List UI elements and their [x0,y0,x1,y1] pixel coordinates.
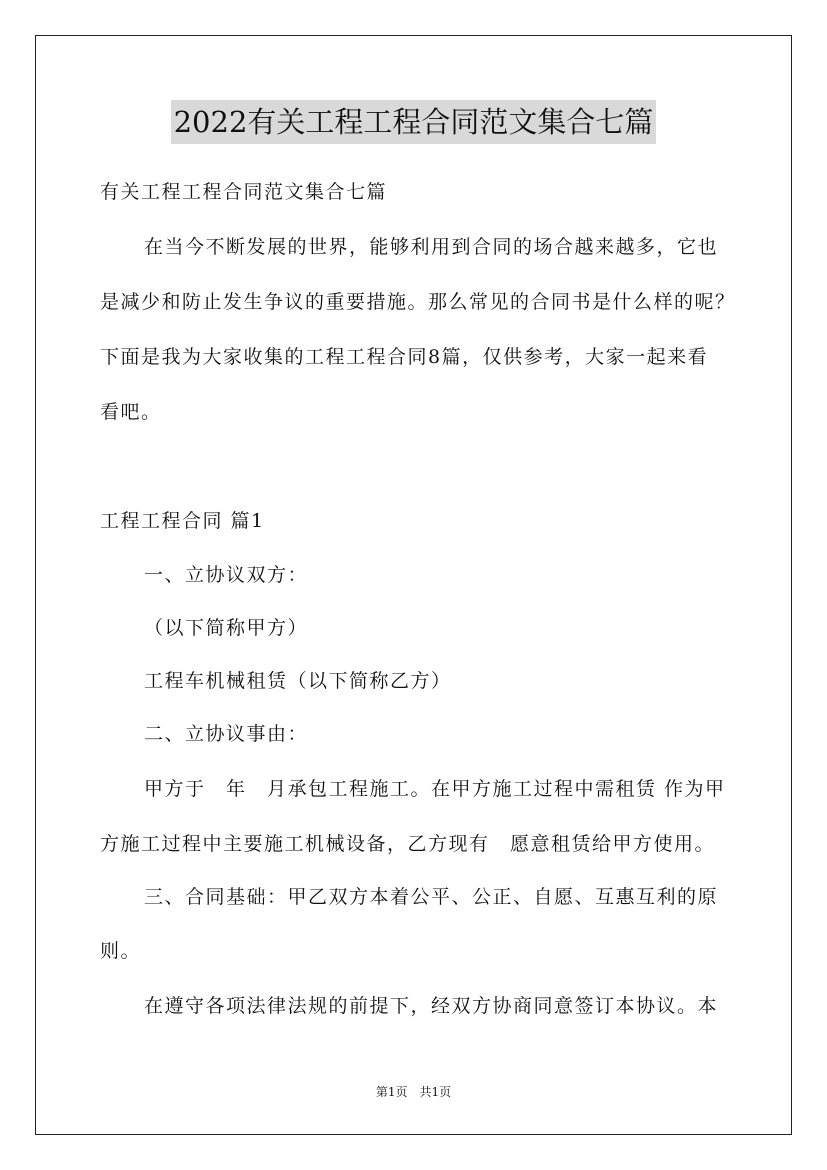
document-title: 2022有关工程工程合同范文集合七篇 [171,100,657,144]
agreement-line: 在遵守各项法律法规的前提下，经双方协商同意签订本协议。本 [144,995,719,1017]
clause-2-heading: 二、立协议事由： [144,723,309,745]
intro-line-1: 在当今不断发展的世界，能够利用到合同的场合越来越多，它也 [144,236,719,258]
clause-2-body-1: 甲方于 年 月承包工程施工。在甲方施工过程中需租赁 作为甲 [144,778,726,800]
party-a-line: （以下简称甲方） [144,617,309,639]
clause-3-body-1: 三、合同基础：甲乙双方本着公平、公正、自愿、互惠互利的原 [144,886,719,908]
intro-line-4: 看吧。 [100,401,162,423]
intro-line-3: 下面是我为大家收集的工程工程合同8篇，仅供参考，大家一起来看 [100,346,709,368]
section-heading: 工程工程合同 篇1 [100,510,265,532]
party-b-line: 工程车机械租赁（以下简称乙方） [144,670,452,692]
page-footer: 第1页 共1页 [375,1085,452,1099]
clause-1-heading: 一、立协议双方： [144,564,309,586]
subtitle-line: 有关工程工程合同范文集合七篇 [100,181,388,203]
clause-2-body-2: 方施工过程中主要施工机械设备，乙方现有 愿意租赁给甲方使用。 [100,833,716,855]
intro-line-2: 是减少和防止发生争议的重要措施。那么常见的合同书是什么样的呢？ [100,291,736,313]
title-wrap [0,100,827,144]
clause-3-body-2: 则。 [100,940,142,962]
